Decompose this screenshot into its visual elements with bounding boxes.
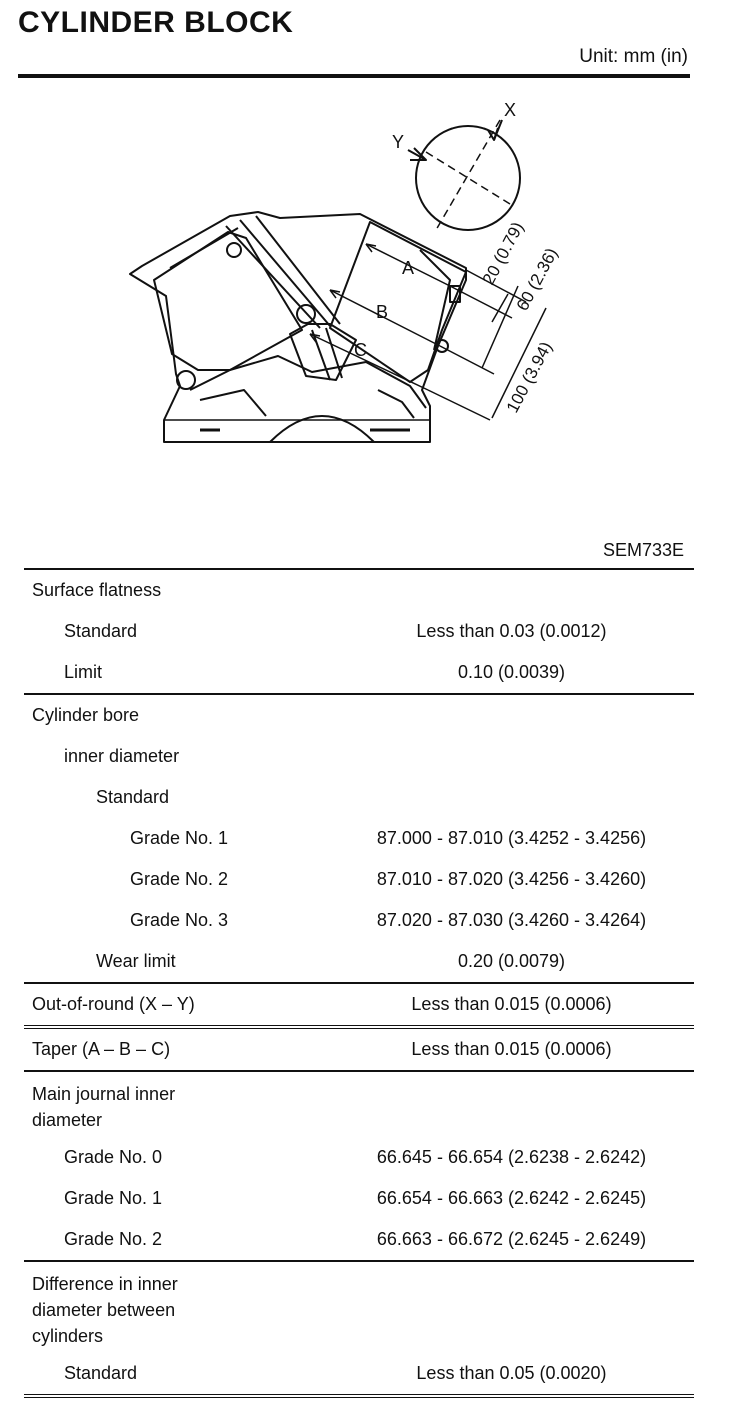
difference-section — [24, 1260, 694, 1394]
page-title: CYLINDER BLOCK — [18, 6, 294, 39]
row-label: Grade No. 1 — [130, 828, 229, 848]
label-y: Y — [392, 132, 405, 152]
row-value: 0.20 (0.0079) — [457, 951, 566, 971]
row-label: Surface flatness — [32, 580, 162, 600]
row-label: Out-of-round (X – Y) — [32, 994, 195, 1014]
row-value: Less than 0.015 (0.0006) — [411, 994, 612, 1014]
label-x: X — [504, 100, 517, 120]
row-value: 0.10 (0.0039) — [457, 662, 566, 682]
row-value: 87.000 - 87.010 (3.4252 - 3.4256) — [376, 828, 647, 848]
row-value: 87.020 - 87.030 (3.4260 - 3.4264) — [376, 910, 647, 930]
row-label: Standard — [64, 621, 138, 641]
dim-20: 20 (0.79) — [478, 218, 528, 288]
row-value: Less than 0.015 (0.0006) — [411, 1039, 612, 1059]
label-c: C — [354, 340, 367, 360]
row-label: inner diameter — [64, 746, 180, 766]
taper-section — [24, 1025, 694, 1070]
row-label: Taper (A – B – C) — [32, 1039, 171, 1059]
row-value: 66.654 - 66.663 (2.6242 - 2.6245) — [376, 1188, 647, 1208]
row-value: 87.010 - 87.020 (3.4256 - 3.4260) — [376, 869, 647, 889]
cylinder-block-diagram — [30, 90, 690, 530]
row-label: Limit — [64, 662, 103, 682]
header-rule — [18, 74, 690, 78]
spec-table — [24, 568, 694, 1398]
label-a: A — [402, 258, 415, 278]
unit-label: Unit: mm (in) — [579, 46, 688, 67]
row-label: Grade No. 2 — [64, 1229, 163, 1249]
row-label: Grade No. 2 — [130, 869, 229, 889]
surface-flatness-section — [24, 568, 694, 693]
row-value: Less than 0.05 (0.0020) — [416, 1363, 607, 1383]
dim-100: 100 (3.94) — [502, 338, 556, 416]
row-label: Grade No. 3 — [130, 910, 229, 930]
row-value: 66.645 - 66.654 (2.6238 - 2.6242) — [376, 1147, 647, 1167]
row-label: Standard — [96, 787, 170, 807]
row-label: Standard — [64, 1363, 138, 1383]
row-label: Cylinder bore — [32, 705, 140, 725]
bore-circle — [416, 126, 520, 230]
out-of-round-section — [24, 982, 694, 1025]
cylinder-bore-section — [24, 693, 694, 982]
row-value: 66.663 - 66.672 (2.6245 - 2.6249) — [376, 1229, 647, 1249]
row-label: Difference in inner diameter between cylinders — [32, 1274, 178, 1346]
main-journal-section — [24, 1070, 694, 1260]
row-label: Main journal inner diameter — [32, 1084, 176, 1130]
row-label: Grade No. 1 — [64, 1188, 163, 1208]
table-bottom-rule — [24, 1394, 694, 1398]
row-label: Wear limit — [96, 951, 176, 971]
figure-code: SEM733E — [602, 540, 684, 560]
dim-60: 60 (2.36) — [512, 244, 562, 314]
row-label: Grade No. 0 — [64, 1147, 163, 1167]
label-b: B — [376, 302, 389, 322]
row-value: Less than 0.03 (0.0012) — [416, 621, 607, 641]
